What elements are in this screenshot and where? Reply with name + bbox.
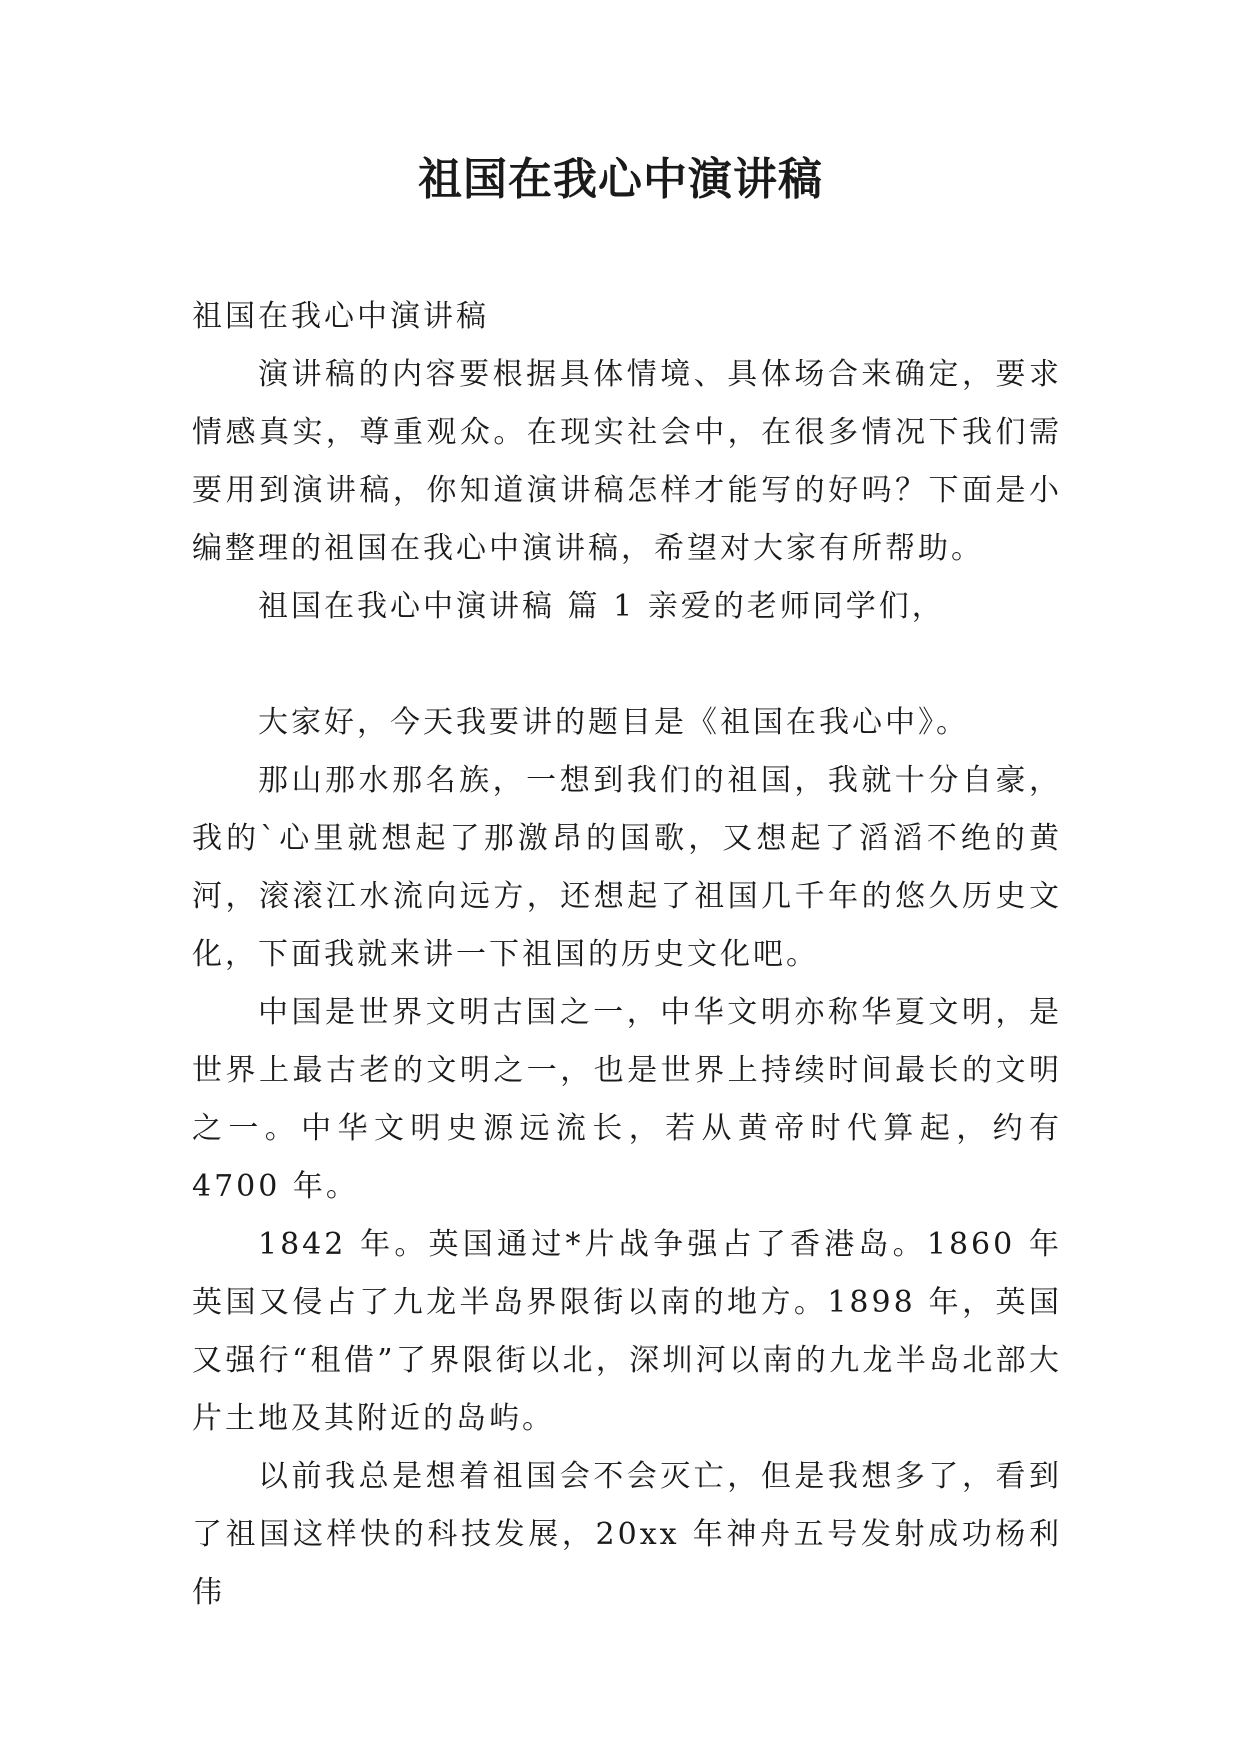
paragraph-section-heading: 祖国在我心中演讲稿 篇 1 亲爱的老师同学们， xyxy=(258,589,945,624)
document-title: 祖国在我心中演讲稿 xyxy=(418,154,823,205)
blank-line xyxy=(192,636,1062,694)
paragraph-greeting: 大家好，今天我要讲的题目是《祖国在我心中》。 xyxy=(258,705,969,740)
document-body xyxy=(192,288,1062,1622)
paragraph-history: 1842 年。英国通过*片战争强占了香港岛。1860 年英国又侵占了九龙半岛界限街以南的地方。1898 年，英国又强行“租借”了界限街以北，深圳河以南的九龙半岛北部大片土地及其附近的岛屿。 xyxy=(192,1227,1062,1436)
paragraph-pride: 那山那水那名族，一想到我们的祖国，我就十分自豪，我的`心里就想起了那激昂的国歌，又想起了滔滔不绝的黄河，滚滚江水流向远方，还想起了祖国几千年的悠久历史文化，下面我就来讲一下祖国的历史文化吧。 xyxy=(192,763,1062,972)
paragraph-intro: 演讲稿的内容要根据具体情境、具体场合来确定，要求情感真实，尊重观众。在现实社会中，在很多情况下我们需要用到演讲稿，你知道演讲稿怎样才能写的好吗？下面是小编整理的祖国在我心中演讲稿，希望对大家有所帮助。 xyxy=(192,357,1062,566)
paragraph-civilization: 中国是世界文明古国之一，中华文明亦称华夏文明，是世界上最古老的文明之一，也是世界上持续时间最长的文明之一。中华文明史源远流长，若从黄帝时代算起，约有 4700 年。 xyxy=(192,995,1062,1204)
document-subtitle: 祖国在我心中演讲稿 xyxy=(192,299,489,334)
paragraph-technology: 以前我总是想着祖国会不会灭亡，但是我想多了，看到了祖国这样快的科技发展，20xx 年神舟五号发射成功杨利伟 xyxy=(192,1459,1062,1610)
